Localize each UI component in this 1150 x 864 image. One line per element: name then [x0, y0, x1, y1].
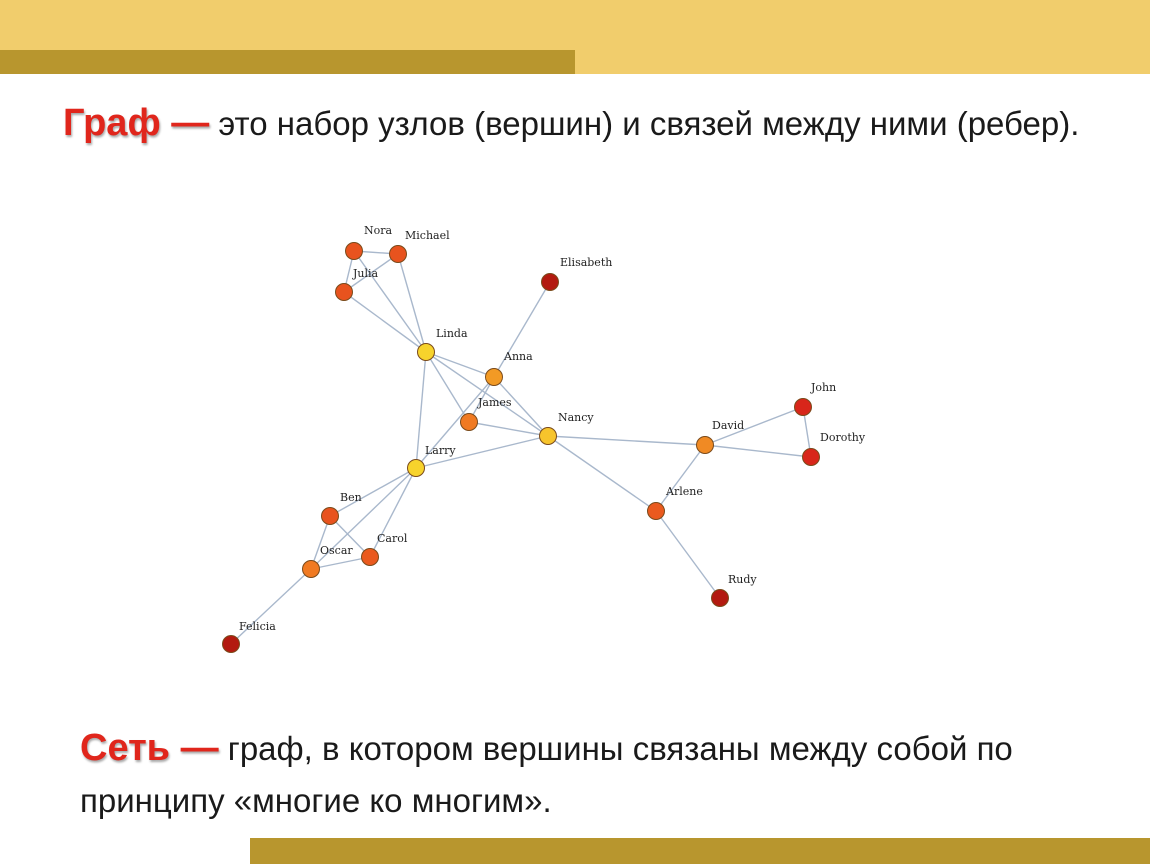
node-circle-david [697, 437, 714, 454]
edge-oscar-carol [311, 557, 370, 569]
node-circle-carol [362, 549, 379, 566]
network-term: Сеть — [80, 727, 219, 769]
node-michael [390, 229, 451, 263]
graph-edges [231, 251, 811, 644]
node-label-ben: Ben [340, 491, 362, 504]
node-circle-james [461, 414, 478, 431]
node-circle-anna [486, 369, 503, 386]
node-label-felicia: Felicia [239, 620, 276, 633]
node-circle-nancy [540, 428, 557, 445]
edge-michael-linda [398, 254, 426, 352]
node-circle-larry [408, 460, 425, 477]
node-circle-john [795, 399, 812, 416]
node-felicia [223, 620, 277, 653]
graph-definition-text: это набор узлов (вершин) и связей между ними (ребер). [218, 105, 1080, 142]
node-circle-oscar [303, 561, 320, 578]
edge-linda-james [426, 352, 469, 422]
graph-nodes [223, 224, 866, 653]
node-julia [336, 267, 379, 301]
node-circle-julia [336, 284, 353, 301]
node-label-linda: Linda [436, 327, 468, 340]
node-john [795, 381, 837, 416]
node-label-david: David [712, 419, 745, 432]
node-label-nancy: Nancy [558, 411, 594, 424]
node-ben [322, 491, 362, 525]
edge-julia-linda [344, 292, 426, 352]
graph-term: Граф — [63, 102, 210, 144]
edge-david-dorothy [705, 445, 811, 457]
node-label-arlene: Arlene [666, 485, 703, 498]
edge-linda-anna [426, 352, 494, 377]
node-label-nora: Nora [364, 224, 393, 237]
edge-nancy-arlene [548, 436, 656, 511]
node-arlene [648, 485, 703, 520]
node-label-carol: Carol [377, 532, 408, 545]
edge-james-nancy [469, 422, 548, 436]
node-label-anna: Anna [504, 350, 533, 363]
node-label-michael: Michael [405, 229, 450, 242]
bottom-accent-bar [250, 838, 1150, 864]
edge-linda-nancy [426, 352, 548, 436]
node-nora [346, 224, 393, 260]
node-label-julia: Julia [353, 267, 379, 280]
node-carol [362, 532, 408, 566]
node-circle-dorothy [803, 449, 820, 466]
node-label-elisabeth: Elisabeth [560, 256, 613, 269]
node-dorothy [803, 431, 866, 466]
network-definition-text: граф, в котором вершины связаны между собой по принципу «многие ко многим». [80, 730, 1013, 819]
node-circle-michael [390, 246, 407, 263]
node-oscar [303, 544, 354, 578]
node-circle-arlene [648, 503, 665, 520]
node-label-john: John [811, 381, 837, 394]
edge-nancy-david [548, 436, 705, 445]
edge-david-arlene [656, 445, 705, 511]
node-circle-nora [346, 243, 363, 260]
node-label-oscar: Oscar [320, 544, 353, 557]
node-nancy [540, 411, 595, 445]
network-definition [80, 722, 1080, 827]
node-label-rudy: Rudy [728, 573, 757, 586]
node-label-dorothy: Dorothy [820, 431, 866, 444]
node-label-james: James [478, 396, 512, 409]
node-elisabeth [542, 256, 613, 291]
node-circle-felicia [223, 636, 240, 653]
node-rudy [712, 573, 758, 607]
node-label-larry: Larry [425, 444, 456, 457]
node-linda [418, 327, 468, 361]
node-circle-linda [418, 344, 435, 361]
edge-arlene-rudy [656, 511, 720, 598]
node-anna [486, 350, 534, 386]
node-circle-ben [322, 508, 339, 525]
node-circle-elisabeth [542, 274, 559, 291]
node-circle-rudy [712, 590, 729, 607]
